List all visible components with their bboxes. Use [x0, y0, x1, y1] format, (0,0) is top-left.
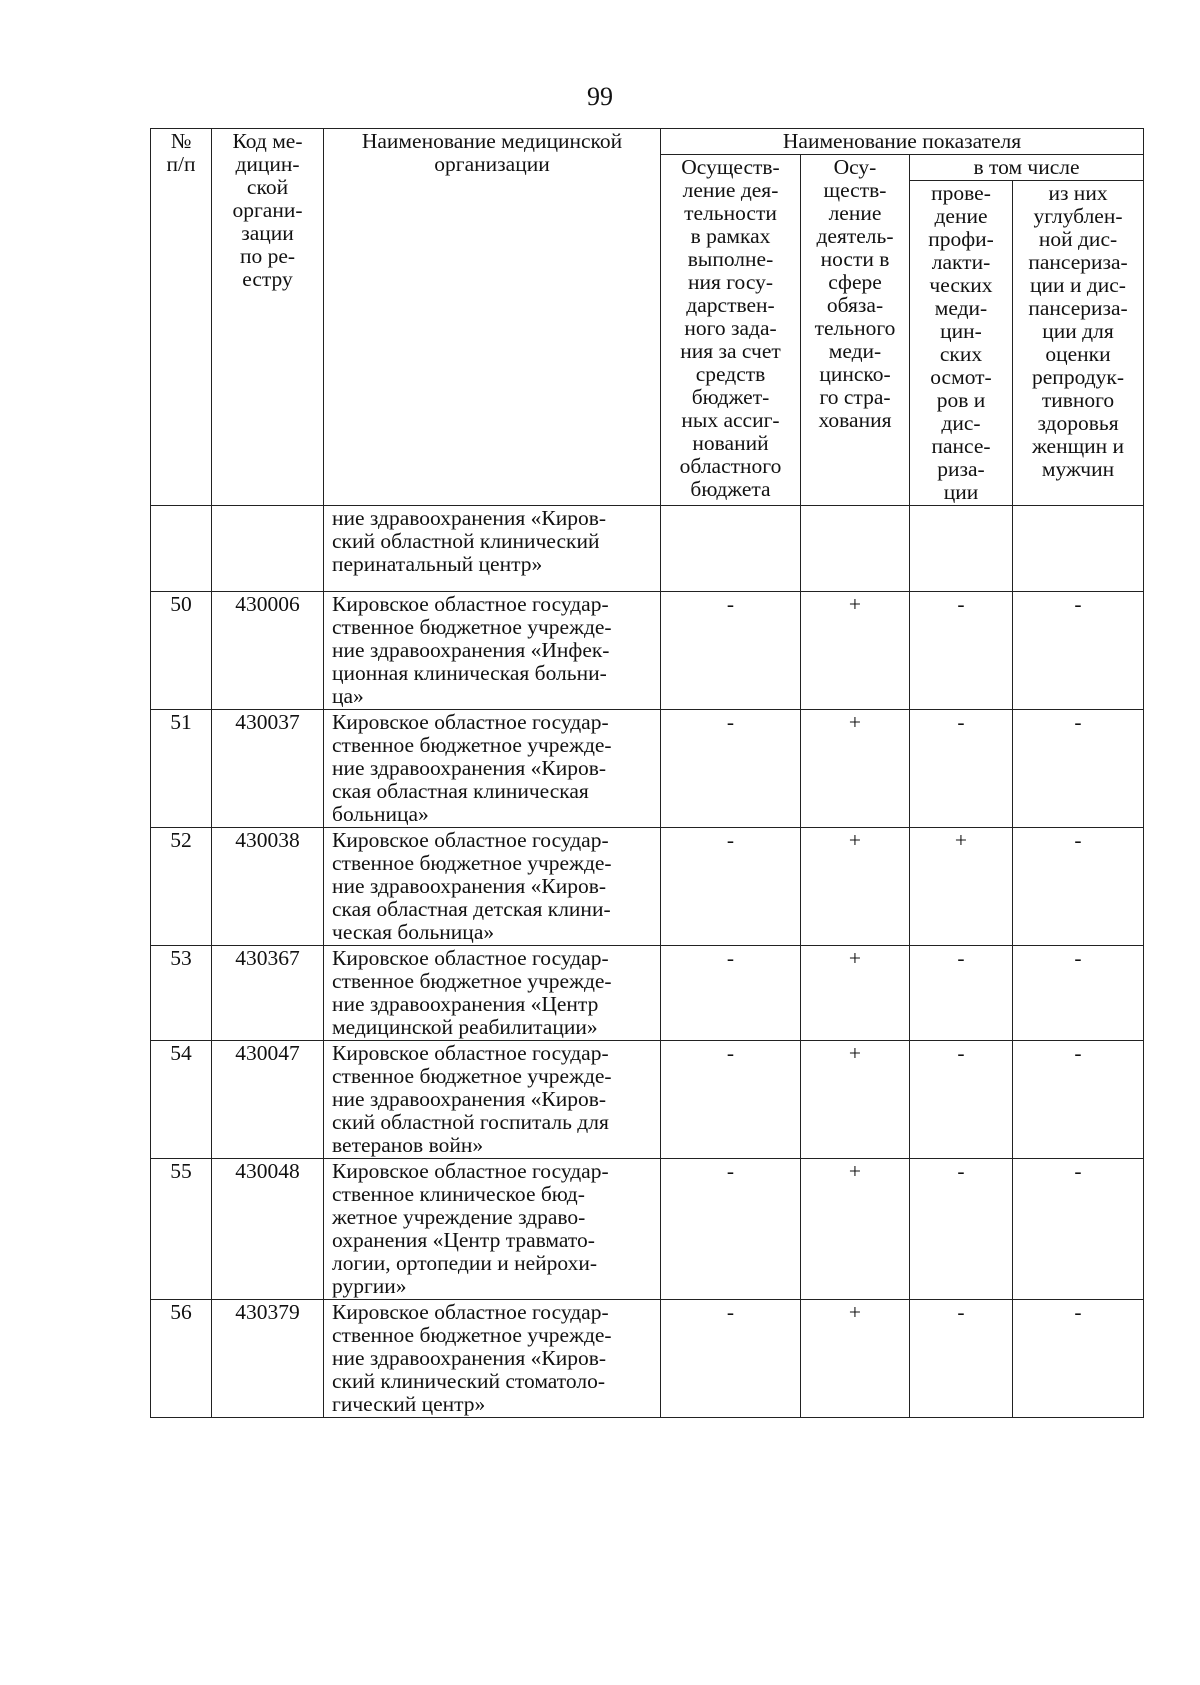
org-name-line: ветеранов войн»: [332, 1133, 484, 1157]
cell-num: 51: [151, 710, 212, 828]
table-row: [151, 828, 1144, 946]
cell-org-name: [324, 1041, 661, 1159]
org-name-line: жетное учреждение здраво-: [332, 1205, 586, 1229]
page-number: 99: [587, 82, 613, 111]
cell-org-name: [324, 1159, 661, 1300]
table-row: [151, 710, 1144, 828]
cell-org-name: [324, 592, 661, 710]
org-name-line: гический центр»: [332, 1392, 486, 1416]
cell-state-task: -: [661, 1041, 801, 1159]
org-name-line: больница»: [332, 802, 429, 826]
cell-prof: [910, 506, 1013, 592]
org-name-line: Кировское областное государ-: [332, 592, 609, 616]
header-including: в том числе: [910, 155, 1144, 181]
header-name: Наименование медицинской организации: [324, 129, 661, 506]
header-state-task: Осуществ- ление дея- тельности в рамках выполне- ния госу- дарствен- ного зада- ния за счет средств бюджет- ных ассиг- нований областного бюджета: [661, 155, 801, 506]
org-name-line: Кировское областное государ-: [332, 1300, 609, 1324]
cell-prof: -: [910, 1041, 1013, 1159]
cell-org-name: [324, 1300, 661, 1418]
cell-deep: -: [1013, 1041, 1144, 1159]
org-name-line: ственное бюджетное учрежде-: [332, 1064, 612, 1088]
org-name-line: ственное бюджетное учрежде-: [332, 1323, 612, 1347]
cell-oms: +: [801, 710, 910, 828]
org-name-line: ственное бюджетное учрежде-: [332, 969, 612, 993]
cell-prof: -: [910, 946, 1013, 1041]
org-name-line: ние здравоохранения «Киров-: [332, 756, 607, 780]
cell-num: 53: [151, 946, 212, 1041]
cell-num: [151, 506, 212, 592]
cell-prof: +: [910, 828, 1013, 946]
cell-state-task: -: [661, 1300, 801, 1418]
cell-oms: +: [801, 1159, 910, 1300]
org-name-line: Кировское областное государ-: [332, 1041, 609, 1065]
org-name-line: ственное бюджетное учрежде-: [332, 733, 612, 757]
cell-code: 430367: [212, 946, 324, 1041]
cell-code: 430379: [212, 1300, 324, 1418]
cell-oms: +: [801, 1300, 910, 1418]
header-row-1: [151, 129, 1144, 155]
org-name-line: ние здравоохранения «Киров-: [332, 1087, 607, 1111]
cell-state-task: -: [661, 946, 801, 1041]
org-name-line: ние здравоохранения «Киров-: [332, 874, 607, 898]
cell-oms: +: [801, 592, 910, 710]
cell-num: 50: [151, 592, 212, 710]
table-row: [151, 592, 1144, 710]
header-code: Код ме- дицин- ской органи- зации по ре- естру: [212, 129, 324, 506]
org-name-line: ственное бюджетное учрежде-: [332, 615, 612, 639]
org-name-line: логии, ортопедии и нейрохи-: [332, 1251, 598, 1275]
cell-code: [212, 506, 324, 592]
header-oms: Осу- ществ- ление деятель- ности в сфере обяза- тельного меди- цинско- го стра- хования: [801, 155, 910, 506]
cell-num: 52: [151, 828, 212, 946]
cell-num: 56: [151, 1300, 212, 1418]
cell-state-task: -: [661, 710, 801, 828]
cell-oms: [801, 506, 910, 592]
cell-org-name: [324, 946, 661, 1041]
org-name-line: ние здравоохранения «Центр: [332, 992, 599, 1016]
cell-oms: +: [801, 1041, 910, 1159]
org-name-line: ская областная детская клини-: [332, 897, 611, 921]
cell-code: 430038: [212, 828, 324, 946]
org-name-line: Кировское областное государ-: [332, 946, 609, 970]
table-row: [151, 946, 1144, 1041]
org-name-line: ческая больница»: [332, 920, 495, 944]
cell-deep: -: [1013, 828, 1144, 946]
org-name-line: ский областной госпиталь для: [332, 1110, 609, 1134]
header-prof: прове- дение профи- лакти- ческих меди- цин- ских осмот- ров и дис- пансе- риза- ции: [910, 181, 1013, 506]
cell-code: 430037: [212, 710, 324, 828]
org-name-line: ние здравоохранения «Инфек-: [332, 638, 610, 662]
cell-deep: -: [1013, 592, 1144, 710]
cell-oms: +: [801, 828, 910, 946]
org-name-line: ственное клиническое бюд-: [332, 1182, 585, 1206]
cell-num: 54: [151, 1041, 212, 1159]
table-row: [151, 1300, 1144, 1418]
org-name-line: ца»: [332, 684, 364, 708]
cell-prof: -: [910, 1300, 1013, 1418]
org-name-line: Кировское областное государ-: [332, 828, 609, 852]
cell-prof: -: [910, 592, 1013, 710]
cell-num: 55: [151, 1159, 212, 1300]
org-name-line: охранения «Центр травмато-: [332, 1228, 595, 1252]
cell-deep: [1013, 506, 1144, 592]
cell-oms: +: [801, 946, 910, 1041]
cell-org-name: [324, 828, 661, 946]
table-row: [151, 1041, 1144, 1159]
cell-prof: -: [910, 1159, 1013, 1300]
org-name-line: ская областная клиническая: [332, 779, 589, 803]
continuation-row: [151, 506, 1144, 592]
org-name-line: ственное бюджетное учрежде-: [332, 851, 612, 875]
cell-org-name: ние здравоохранения «Киров- ский областной клинический перинатальный центр»: [324, 506, 661, 592]
org-name-line: ский клинический стоматоло-: [332, 1369, 605, 1393]
cell-state-task: -: [661, 1159, 801, 1300]
cell-code: 430048: [212, 1159, 324, 1300]
cell-state-task: -: [661, 592, 801, 710]
cell-deep: -: [1013, 710, 1144, 828]
cell-code: 430047: [212, 1041, 324, 1159]
cell-deep: -: [1013, 946, 1144, 1041]
cell-state-task: -: [661, 828, 801, 946]
cell-org-name: [324, 710, 661, 828]
cell-state-task: [661, 506, 801, 592]
org-name-line: Кировское областное государ-: [332, 1159, 609, 1183]
cell-deep: -: [1013, 1300, 1144, 1418]
registry-table: [150, 128, 1144, 1418]
org-name-line: ционная клиническая больни-: [332, 661, 607, 685]
org-name-line: Кировское областное государ-: [332, 710, 609, 734]
cell-code: 430006: [212, 592, 324, 710]
org-name-line: рургии»: [332, 1274, 407, 1298]
header-num: № п/п: [151, 129, 212, 506]
org-name-line: ние здравоохранения «Киров-: [332, 1346, 607, 1370]
table-row: [151, 1159, 1144, 1300]
cell-deep: -: [1013, 1159, 1144, 1300]
cell-prof: -: [910, 710, 1013, 828]
header-deep: из них углублен- ной дис- пансериза- ции и дис- пансериза- ции для оценки репродук- тивного здоровья женщин и мужчин: [1013, 181, 1144, 506]
org-name-line: медицинской реабилитации»: [332, 1015, 598, 1039]
header-indicator-group: Наименование показателя: [661, 129, 1144, 155]
